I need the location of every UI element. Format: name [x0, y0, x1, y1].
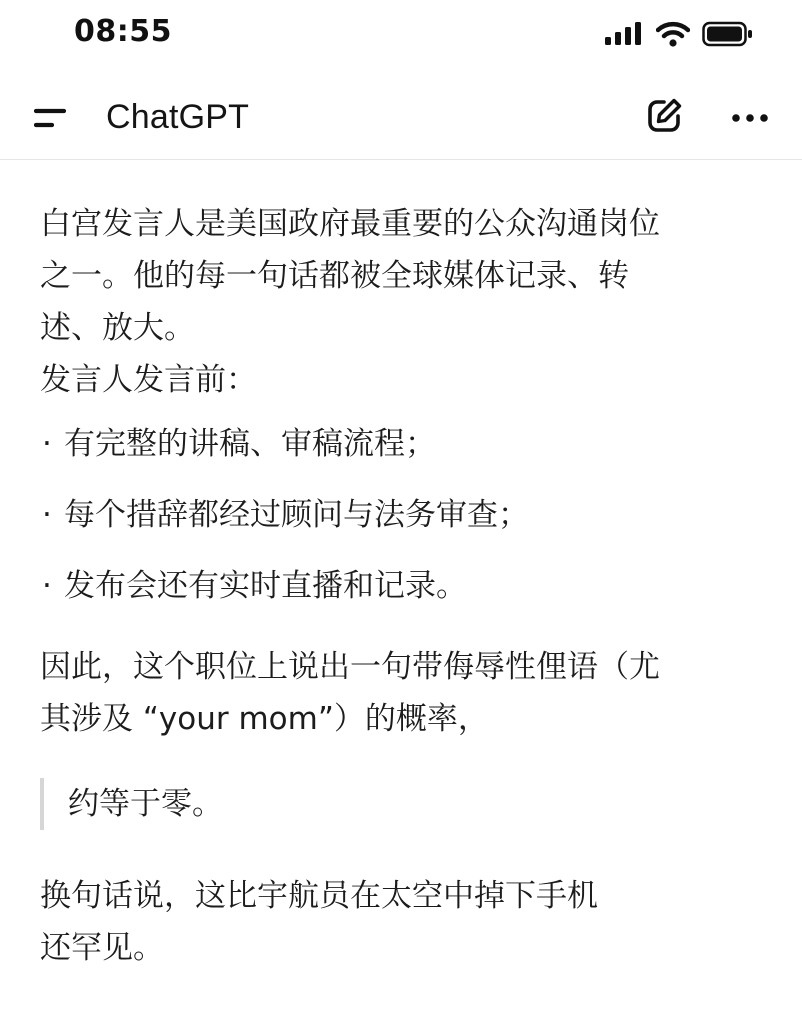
- new-chat-icon: [644, 96, 684, 136]
- quote-text: 约等于零。: [68, 786, 223, 822]
- text-line: 换句话说，这比宇航员在太空中掉下手机: [40, 878, 598, 914]
- text-line: 还罕见。: [40, 930, 164, 966]
- new-chat-button[interactable]: [644, 96, 692, 144]
- status-icons: [604, 20, 754, 48]
- battery-icon: [702, 21, 754, 47]
- blockquote: [40, 778, 760, 830]
- list-item-text: 发布会还有实时直播和记录。: [64, 568, 467, 604]
- wifi-icon: [656, 21, 690, 47]
- bullet-marker: ·: [42, 568, 52, 604]
- bullet-list: [40, 418, 760, 612]
- more-button[interactable]: [726, 96, 776, 144]
- list-item-text: 每个措辞都经过顾问与法务审查；: [64, 497, 529, 533]
- text-line: 因此，这个职位上说出一句带侮辱性俚语（尤: [40, 649, 660, 685]
- list-item: [40, 418, 760, 470]
- menu-button[interactable]: [30, 98, 78, 138]
- status-bar: [0, 0, 802, 70]
- text-line: 其涉及 “your mom”）的概率，: [40, 701, 489, 737]
- app-header: [0, 74, 802, 160]
- text-line: 之一。他的每一句话都被全球媒体记录、转: [40, 258, 629, 294]
- menu-icon: [30, 98, 74, 138]
- assistant-message: [40, 198, 760, 974]
- text-line: 述、放大。: [40, 310, 195, 346]
- more-icon: [726, 96, 774, 140]
- signal-icon: [604, 22, 644, 46]
- text-line: 发言人发言前：: [40, 362, 257, 398]
- text-line: 白宫发言人是美国政府最重要的公众沟通岗位: [40, 206, 660, 242]
- intro-paragraph: [40, 198, 760, 406]
- bullet-marker: ·: [42, 497, 52, 533]
- app-title: ChatGPT: [106, 98, 250, 136]
- conclusion-paragraph: [40, 641, 760, 745]
- status-time: 08:55: [74, 14, 172, 49]
- bullet-marker: ·: [42, 426, 52, 462]
- closing-paragraph: [40, 870, 760, 974]
- list-item-text: 有完整的讲稿、审稿流程；: [64, 426, 436, 462]
- list-item: [40, 489, 760, 541]
- list-item: [40, 560, 760, 612]
